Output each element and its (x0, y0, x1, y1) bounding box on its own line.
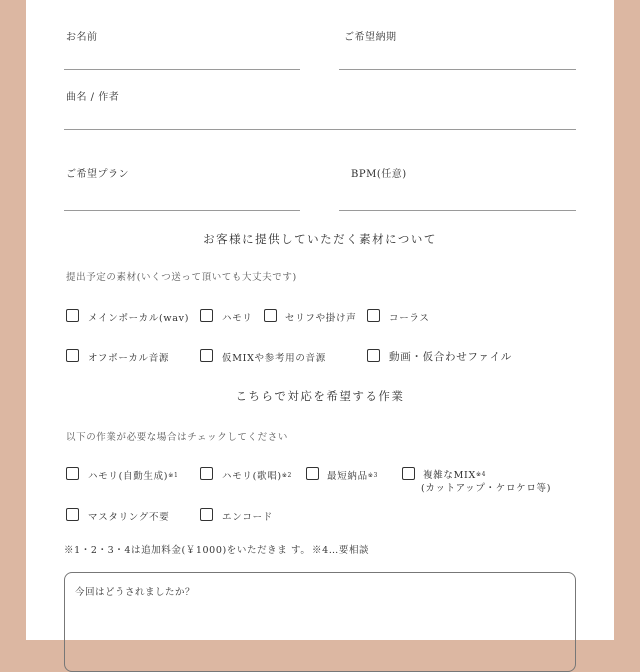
name-label: お名前 (66, 32, 98, 43)
song-field[interactable] (64, 129, 576, 130)
checkbox-harmony-sung[interactable] (200, 467, 213, 480)
checkbox-chorus[interactable] (367, 309, 380, 322)
reason-textbox[interactable] (64, 572, 576, 672)
work-subtitle: 以下の作業が必要な場合はチェックしてください (66, 432, 288, 443)
consult-footnote: ※4…要相談 (312, 545, 370, 556)
name-field[interactable] (64, 69, 300, 70)
materials-heading: お客様に提供していただく素材について (203, 232, 437, 246)
option-harmony: ハモリ (222, 313, 253, 324)
option-harmony-auto-label: ハモリ(自動生成) (88, 471, 169, 482)
option-chorus: コーラス (389, 313, 430, 324)
option-main-vocal: メインボーカル(wav) (88, 313, 190, 324)
option-fastest-delivery-label: 最短納品 (327, 471, 368, 482)
checkbox-fastest-delivery[interactable] (306, 467, 319, 480)
reason-question: 今回はどうされましたか？ (75, 587, 196, 598)
bpm-label: BPM(任意) (351, 169, 407, 180)
materials-subtitle: 提出予定の素材(いくつ送って頂いても大丈夫です) (66, 272, 297, 283)
option-harmony-auto (88, 468, 178, 482)
checkbox-temp-mix[interactable] (200, 349, 213, 362)
option-fastest-delivery-mark: ※3 (367, 472, 379, 479)
option-complex-mix-mark: ※4 (475, 471, 487, 478)
work-heading: こちらで対応を希望する作業 (235, 389, 405, 403)
option-video: 動画・仮合わせファイル (389, 351, 512, 363)
checkbox-harmony[interactable] (200, 309, 213, 322)
plan-field[interactable] (64, 210, 300, 211)
option-harmony-sung-mark: ※2 (281, 472, 293, 479)
song-label: 曲名 / 作者 (66, 92, 120, 103)
option-harmony-sung-label: ハモリ(歌唱) (222, 471, 282, 482)
checkbox-harmony-auto[interactable] (66, 467, 79, 480)
checkbox-lines-calls[interactable] (264, 309, 277, 322)
checkbox-no-mastering[interactable] (66, 508, 79, 521)
checkbox-video[interactable] (367, 349, 380, 362)
checkbox-complex-mix[interactable] (402, 467, 415, 480)
option-no-mastering: マスタリング不要 (88, 512, 170, 523)
option-fastest-delivery (327, 468, 378, 482)
option-temp-mix: 仮MIXや参考用の音源 (222, 353, 326, 364)
surcharge-footnote: ※1・2・3・4は追加料金(￥1000)をいただきま す。 (64, 545, 311, 556)
option-harmony-sung (222, 468, 292, 482)
deadline-label: ご希望納期 (344, 32, 397, 43)
checkbox-main-vocal[interactable] (66, 309, 79, 322)
order-form-sheet (26, 0, 614, 640)
bpm-field[interactable] (339, 210, 576, 211)
option-complex-mix (423, 467, 486, 481)
option-encode: エンコード (222, 512, 274, 523)
checkbox-encode[interactable] (200, 508, 213, 521)
option-lines-calls: セリフや掛け声 (285, 313, 357, 324)
checkbox-off-vocal[interactable] (66, 349, 79, 362)
option-complex-mix-label: 複雑なMIX (423, 470, 476, 481)
deadline-field[interactable] (339, 69, 576, 70)
option-complex-mix-detail: (カットアップ・ケロケロ等) (421, 483, 552, 494)
plan-label: ご希望プラン (66, 169, 129, 180)
option-off-vocal: オフボーカル音源 (88, 353, 170, 364)
option-harmony-auto-mark: ※1 (168, 472, 179, 479)
